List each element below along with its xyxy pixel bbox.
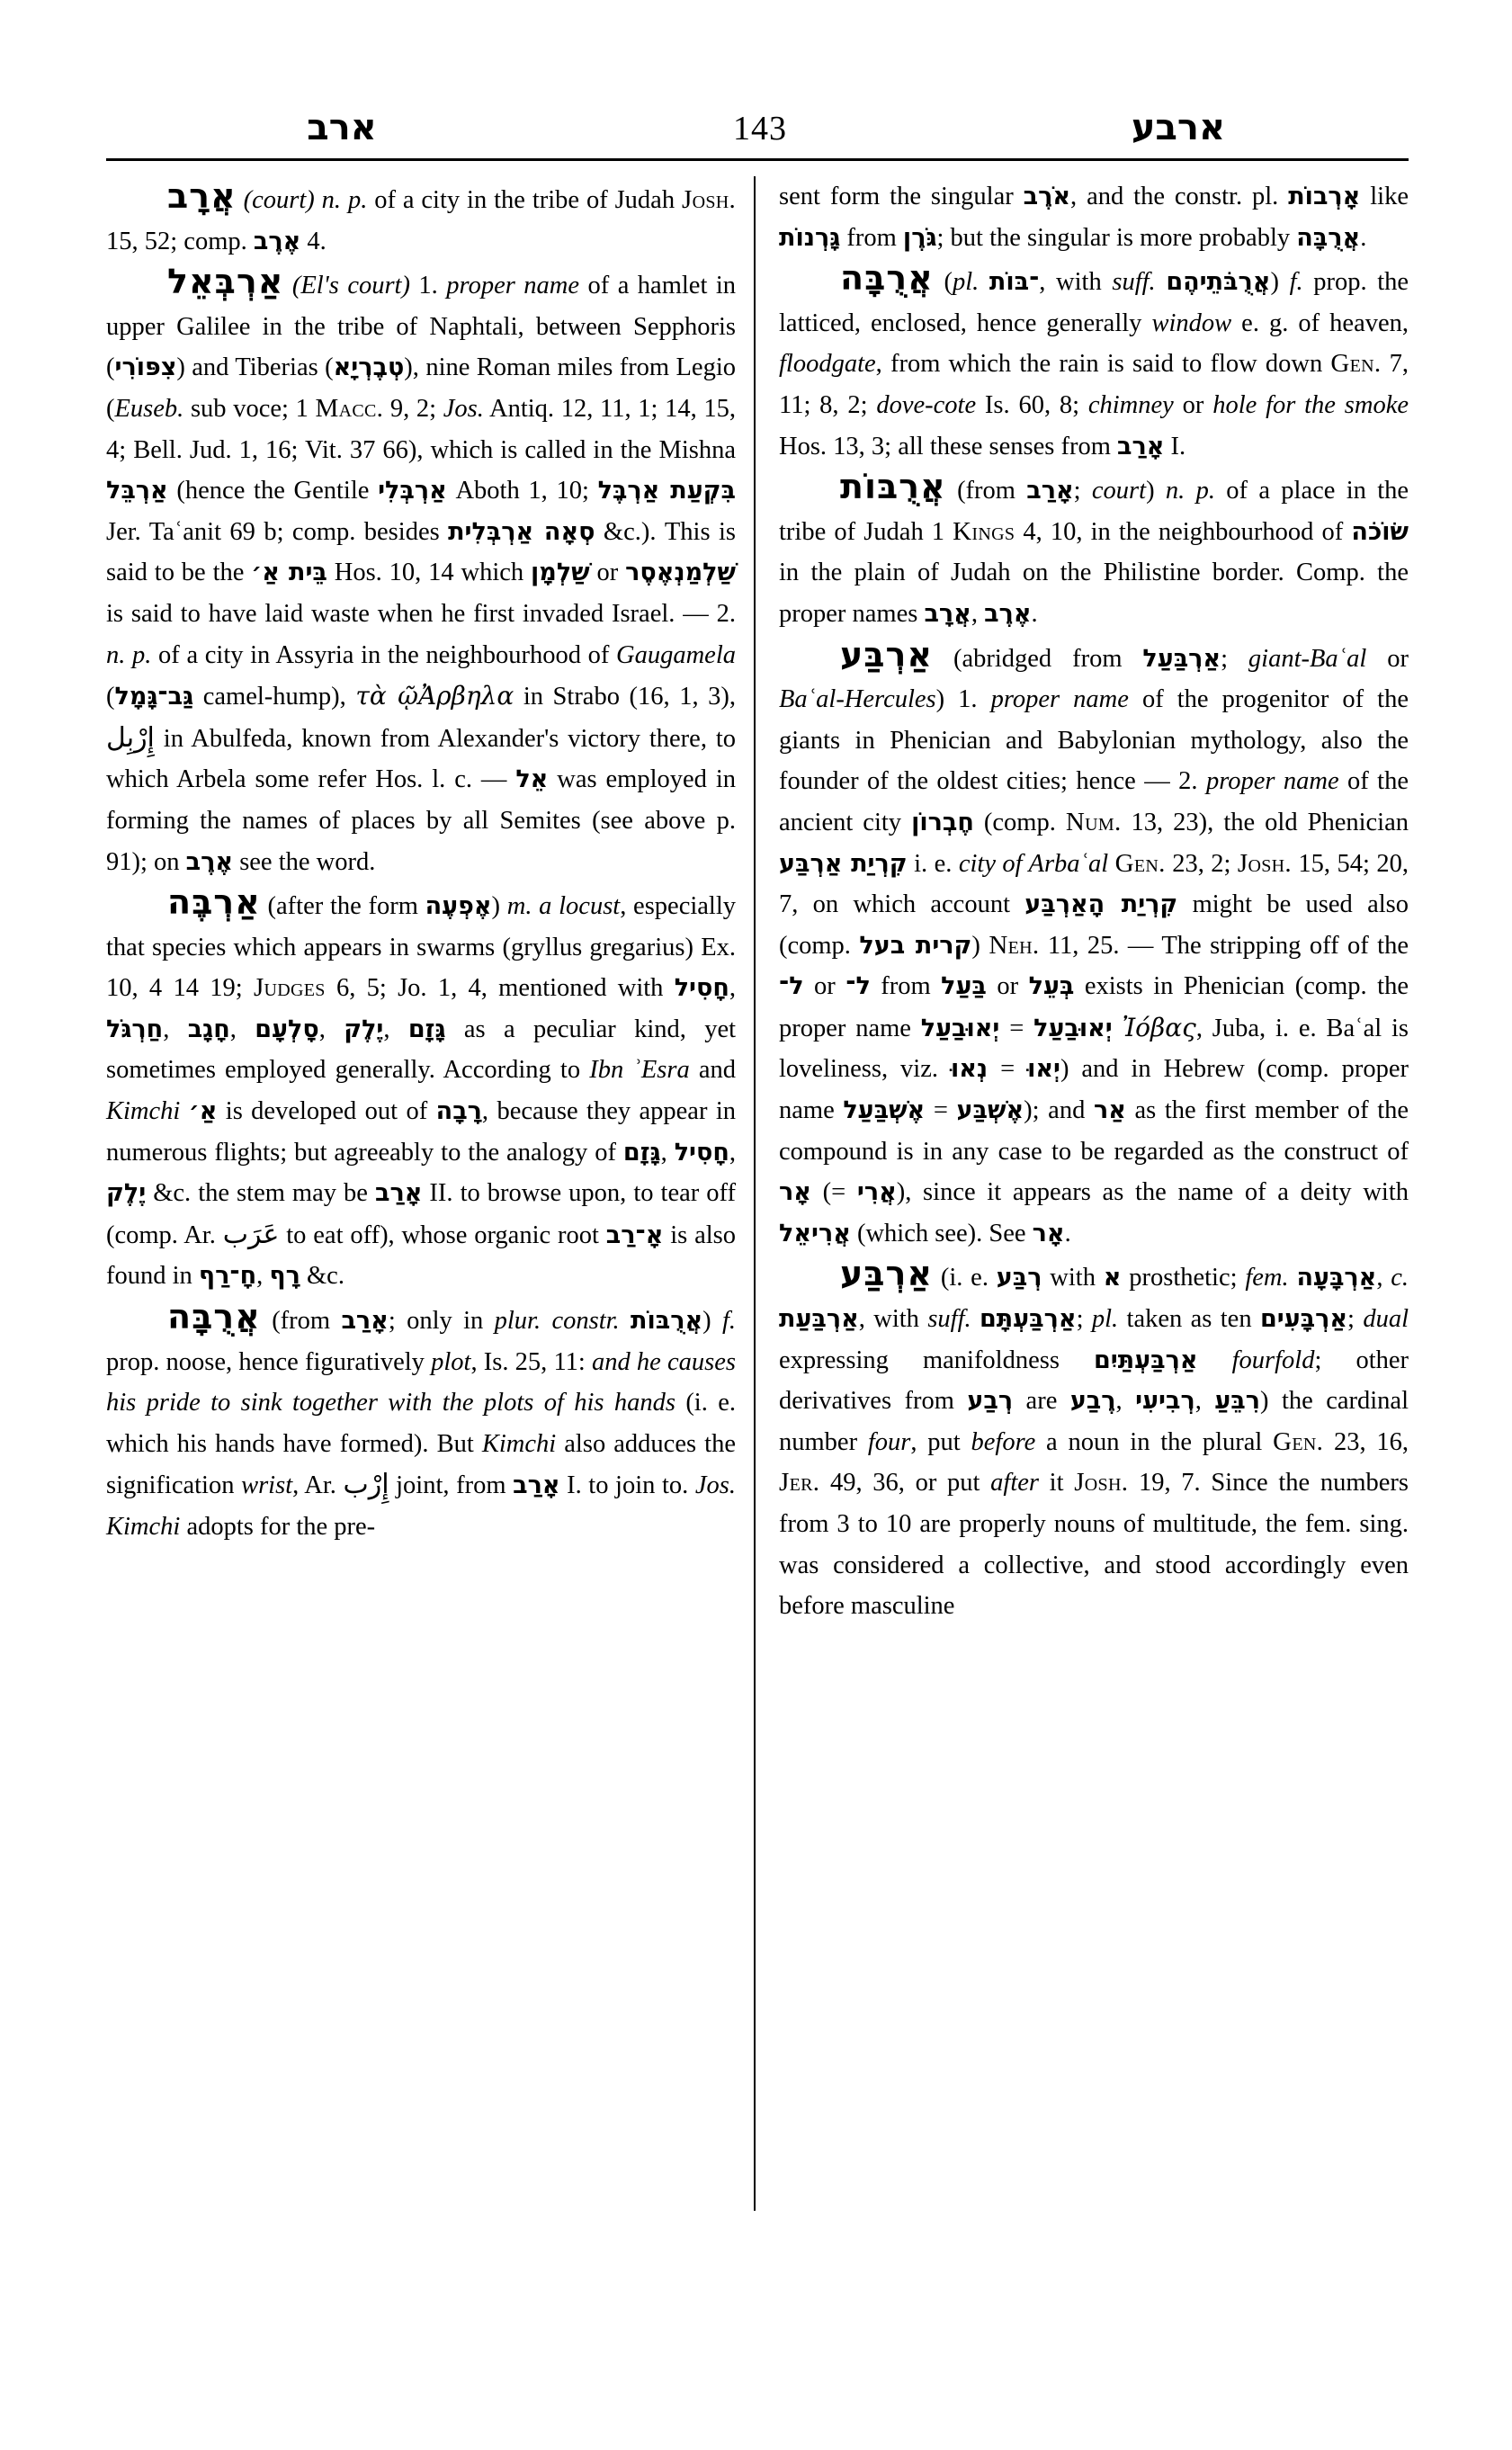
entry-body: (El's court) 1. proper name of a hamlet in upper Galilee in the tribe of Naphtali, between Sepphoris (צִפּוֹרִי) and Tiberias (טְבֶרְיָא), nine Roman miles from Legio (Euseb. sub voce; 1 Macc. 9, 2; Jos. Antiq. 12, 11, 1; 14, 15, 4; Bell. Jud. 1, 16; Vit. 37 66), which is called in the Mishna אַרְבֵּל (hence the Gentile אַרְבְּלִי Aboth 1, 10; בִּקְעַת אַרְבֶּל Jer. Taʿanit 69 b; comp. besides סְאָה אַרְבְּלִית &c.). This is said to be the בֵּית אַ׳ Hos. 10, 14 which שַׁלְמָן or שַׁלְמַנְאֶסֶר is said to have laid waste when he first invaded Israel. — 2. n. p. of a city in Assyria in the neighbourhood of Gaugamela (גַּב־גָּמָל camel-hump), τὰ ῷἈρβηλα in Strabo (16, 1, 3), إِرْبِل in Abulfeda, known from Alexander's victory there, to which Arbela some refer Hos. l. c. — אֵל was employed in forming the names of places by all Semites (see above p. 91); on אֶרֶב see the word. [106, 272, 737, 876]
left-column [106, 176, 736, 2380]
dictionary-entry [106, 176, 736, 262]
dictionary-entry [106, 1297, 736, 1548]
running-head-right-catchword: ארבע [1131, 107, 1226, 148]
entry-headword: אַרְבַּע [840, 634, 934, 675]
right-column [779, 176, 1409, 2380]
entry-body: (after the form אֶפְעֶה) m. a locust, especially that species which appears in swarms (gryllus gregarius) Ex. 10, 4 14 19; Judges 6, 5; Jo. 1, 4, mentioned with חָסִיל, חַרְגֹּל, חָגָב, סָלְעָם, יֶלֶק, גָּזָם as a peculiar kind, yet sometimes employed generally. According to Ibn ʾEsra and Kimchi אַ׳ is developed out of רָבָה, because they appear in numerous flights; but agreeably to the analogy of גָּזָם, חָסִיל, יֶלֶק &c. the stem may be אָרַב II. to browse upon, to tear off (comp. Ar. عَرَب to eat off), whose organic root אָ־רַב is also found in חָ־רַף, רָף &c. [106, 892, 737, 1291]
entry-headword: אַרְבַּע [840, 1254, 934, 1294]
page-number: 143 [733, 110, 787, 148]
dictionary-entry [106, 262, 736, 882]
entry-headword: אֲרָב [167, 176, 237, 216]
entry-body: (abridged from אַרְבַּעַל; giant-Baʿal or Baʿal-Hercules) 1. proper name of the progenitor of the giants in Phenician and Babylonian mythology, also the founder of the oldest cities; hence — 2. proper name of the ancient city חֶבְרוֹן (comp. Num. 13, 23), the old Phenician קִרְיַת אַרְבַּע i. e. city of Arbaʿal Gen. 23, 2; Josh. 15, 54; 20, 7, on which account קִרְיַת הָאַרְבַּע might be used also (comp. קרית בעל) Neh. 11, 25. — The stripping off of the ל־ or ל־ from בַּעַל or בְּעֵל exists in Phenician (comp. the proper name יְאוּבַעַל = יְאוּבַעַל Ἰόβας, Juba, i. e. Baʿal is loveliness, viz. נְאוּ = יְאוּ) and in Hebrew (comp. proper name אֶשְׁבַּעַל = אֶשְׁבַּע); and אַר as the first member of the compound is in any case to be regarded as the construct of אָר (= אֲרִי), since it appears as the name of a deity with אֲרִיאֵל (which see). See אָר. [779, 644, 1409, 1247]
entry-body: (from אָרַב; only in plur. constr. אֲרֻבּוֹת) f. prop. noose, hence figuratively plot, Is. 25, 11: and he causes his pride to sink together with the plots of his hands (i. e. which his hands have formed). But Kimchi also adduces the signification wrist, Ar. إِرْب joint, from אָרַב I. to join to. Jos. Kimchi adopts for the pre- [106, 1307, 737, 1541]
entry-headword: אֲרֻבָּה [167, 1297, 261, 1337]
header-rule [106, 158, 1409, 161]
entry-body: (i. e. רְבַּע with א prosthetic; fem. אַרְבָּעָה, c. אַרְבַּעַת, with suff. אַרְבַּעְתָּם; pl. taken as ten אַרְבָּעִים; dual expressing manifoldness אַרְבַּעְתַּיִם fourfold; other derivatives from רְבַע are רֶבַע, רְבִיעִי, רִבֵּעַ) the cardinal number four, put before a noun in the plural Gen. 23, 16, Jer. 49, 36, or put after it Josh. 19, 7. Since the numbers from 3 to 10 are properly nouns of multitude, the fem. sing. was considered a collective, and stood accordingly even before masculine [779, 1264, 1409, 1621]
running-head [162, 86, 1358, 146]
running-head-left-catchword: ארב [307, 107, 377, 148]
dictionary-entry [779, 1254, 1409, 1626]
text-body [106, 176, 1409, 2380]
entry-headword: אַרְבֶּה [167, 882, 261, 923]
entry-headword: אֲרֻבָּה [840, 258, 934, 299]
entry-body: (pl. ־בּוֹת, with suff. אֲרֻבֹּתֵיהֶם) f. prop. the latticed, enclosed, hence generally window e. g. of heaven, floodgate, from which the rain is said to flow down Gen. 7, 11; 8, 2; dove-cote Is. 60, 8; chimney or hole for the smoke Hos. 13, 3; all these senses from אָרַב I. [779, 268, 1409, 460]
entry-body: (court) n. p. of a city in the tribe of Judah Josh. 15, 52; comp. אֶרֶב 4. [106, 185, 737, 255]
dictionary-entry [779, 467, 1409, 634]
entry-headword: אֲרֻבּוֹת [840, 467, 946, 507]
dictionary-entry [779, 258, 1409, 467]
entry-body: (from אָרַב; court) n. p. of a place in the tribe of Judah 1 Kings 4, 10, in the neighbourhood of שׂוֹכֹה in the plain of Judah on the Philistine border. Comp. the proper names אֲרָב, אֶרֶב. [779, 477, 1409, 628]
dictionary-entry [779, 635, 1409, 1255]
entry-continuation [779, 176, 1409, 258]
dictionary-entry [106, 882, 736, 1297]
entry-headword: אַרְבְּאֵל [167, 262, 284, 302]
entry-body: sent form the singular אֹרֶב, and the constr. pl. אָרְבוֹת like גָּרְנוֹת from גֹּרֶן; but the singular is more probably אֲרֻבָּה. [779, 183, 1409, 252]
